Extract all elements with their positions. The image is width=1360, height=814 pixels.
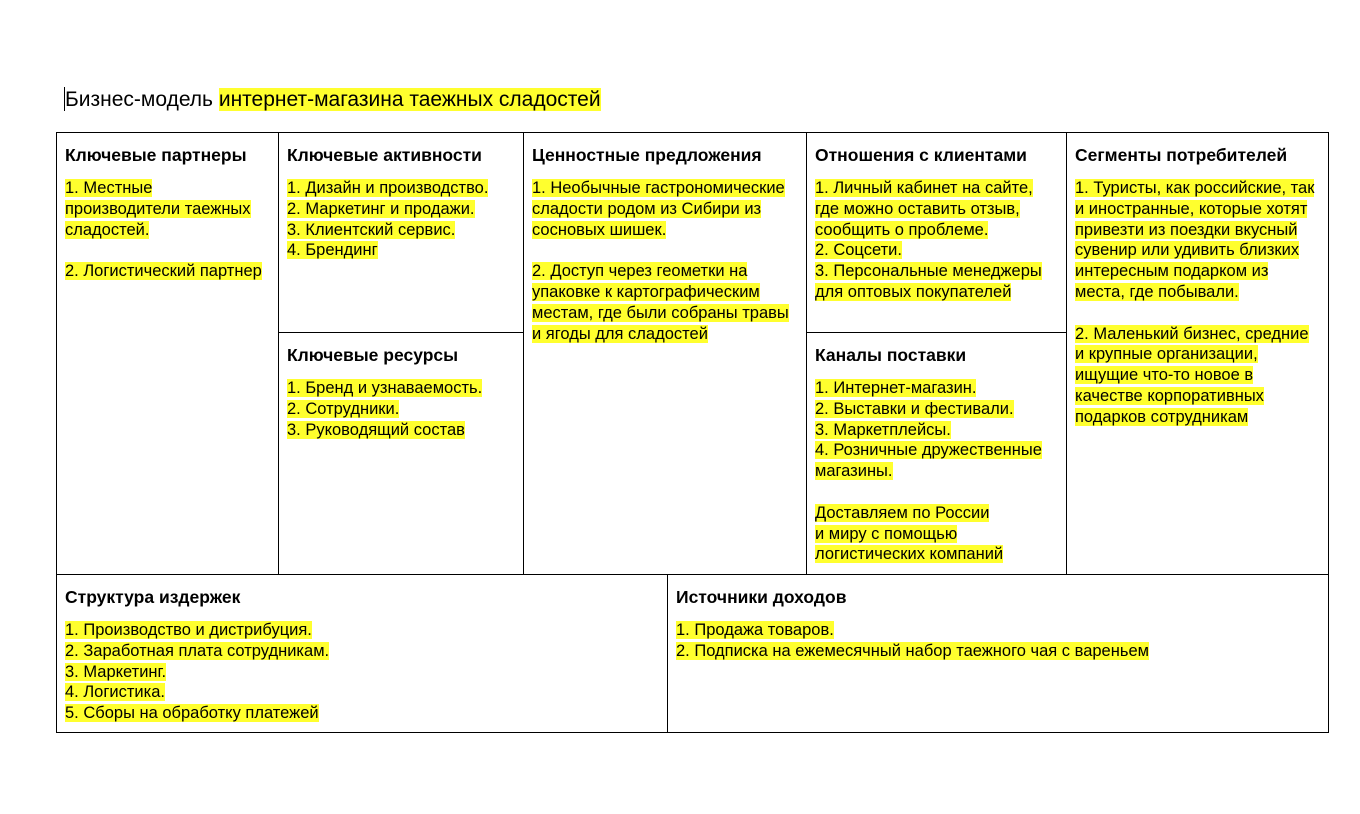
cell-paragraph [532, 178, 798, 240]
title-plain: Бизнес-модель [65, 88, 219, 111]
cell-paragraph [532, 261, 798, 344]
cell-revenue-streams [668, 575, 1328, 733]
highlighted-text: 3. Маркетинг. [65, 662, 167, 681]
cell-paragraph [815, 503, 1058, 565]
cell-customer-relationships [807, 133, 1066, 332]
highlighted-text: 1. Производство и дистрибуция. [65, 621, 312, 639]
highlighted-text: 1. Необычные гастрономические сладости родом из Сибири из сосновых шишек. [532, 179, 785, 239]
highlighted-text: 3. Руководящий состав [287, 420, 465, 439]
cell-paragraph [1075, 324, 1320, 428]
cell-heading: Сегменты потребителей [1075, 145, 1288, 165]
cell-paragraph [65, 620, 659, 724]
cell-paragraph [287, 178, 515, 261]
highlighted-text: 2. Маленький бизнес, средние и крупные организации, ищущие что-то новое в качестве корпоративных подарков сотрудникам [1075, 324, 1309, 426]
cell-channels [807, 333, 1066, 574]
cell-heading: Каналы поставки [815, 345, 967, 365]
highlighted-text: 2. Соцсети. [815, 241, 902, 260]
cell-paragraph [65, 178, 270, 240]
cell-heading: Структура издержек [65, 587, 241, 607]
business-model-canvas [56, 132, 1329, 733]
highlighted-text: 5. Сборы на обработку платежей [65, 704, 319, 723]
cell-heading: Ключевые партнеры [65, 145, 247, 165]
cell-body [65, 620, 659, 724]
highlighted-text: 2. Заработная плата сотрудникам. [65, 641, 330, 660]
title-highlighted: интернет-магазина таежных сладостей [218, 88, 601, 111]
highlighted-text: 2. Доступ через геометки на упаковке к картографическим местам, где были собраны травы и ягоды для сладостей [532, 262, 789, 343]
cell-heading: Источники доходов [676, 587, 847, 607]
cell-heading: Ключевые ресурсы [287, 345, 459, 365]
cell-paragraph [287, 378, 515, 440]
cell-paragraph [676, 620, 1320, 662]
highlighted-text: 4. Розничные дружественные магазины. [815, 441, 1042, 481]
highlighted-text: 2. Логистический партнер [65, 262, 262, 281]
cell-heading: Ценностные предложения [532, 145, 762, 165]
highlighted-text: 1. Личный кабинет на сайте, где можно оставить отзыв, сообщить о проблеме. [815, 179, 1033, 239]
highlighted-text: 1. Туристы, как российские, так и иностранные, которые хотят привезти из поездки вкусный сувенир или удивить близких интересным подарком из места, где побывали. [1075, 179, 1315, 301]
highlighted-text: 3. Маркетплейсы. [815, 420, 951, 439]
highlighted-text: 2. Выставки и фестивали. [815, 399, 1014, 418]
highlighted-text: 2. Маркетинг и продажи. [287, 199, 475, 218]
cell-paragraph [65, 261, 270, 282]
cell-paragraph [815, 378, 1058, 482]
cell-body [287, 378, 515, 440]
cell-heading: Отношения с клиентами [815, 145, 1027, 165]
document-title [64, 86, 601, 114]
highlighted-text: 1. Продажа товаров. [676, 621, 834, 639]
cell-body [65, 178, 270, 282]
highlighted-text: 2. Сотрудники. [287, 399, 400, 418]
highlighted-text: и миру с помощью логистических компаний [815, 524, 1004, 564]
cell-key-activities [279, 133, 523, 332]
cell-body [1075, 178, 1320, 428]
cell-body [815, 378, 1058, 565]
highlighted-text: 3. Персональные менеджеры для оптовых покупателей [815, 262, 1042, 301]
highlighted-text: 1. Интернет-магазин. [815, 379, 977, 397]
highlighted-text: 1. Дизайн и производство. [287, 179, 489, 197]
highlighted-text: Доставляем по России [815, 503, 990, 522]
highlighted-text: 4. Брендинг [287, 241, 378, 260]
cell-body [676, 620, 1320, 662]
cell-value-propositions [524, 133, 806, 574]
highlighted-text: 2. Подписка на ежемесячный набор таежного чая с вареньем [676, 641, 1149, 660]
cell-paragraph [1075, 178, 1320, 303]
highlighted-text: 4. Логистика. [65, 683, 165, 702]
cell-key-resources [279, 333, 523, 574]
highlighted-text: 1. Местные производители таежных сладостей. [65, 179, 251, 239]
cell-body [532, 178, 798, 344]
highlighted-text: 1. Бренд и узнаваемость. [287, 379, 483, 397]
cell-customer-segments [1067, 133, 1328, 574]
cell-heading: Ключевые активности [287, 145, 482, 165]
cell-body [815, 178, 1058, 303]
highlighted-text: 3. Клиентский сервис. [287, 220, 456, 239]
cell-paragraph [815, 178, 1058, 303]
cell-body [287, 178, 515, 261]
cell-cost-structure [57, 575, 667, 733]
cell-key-partners [57, 133, 278, 574]
